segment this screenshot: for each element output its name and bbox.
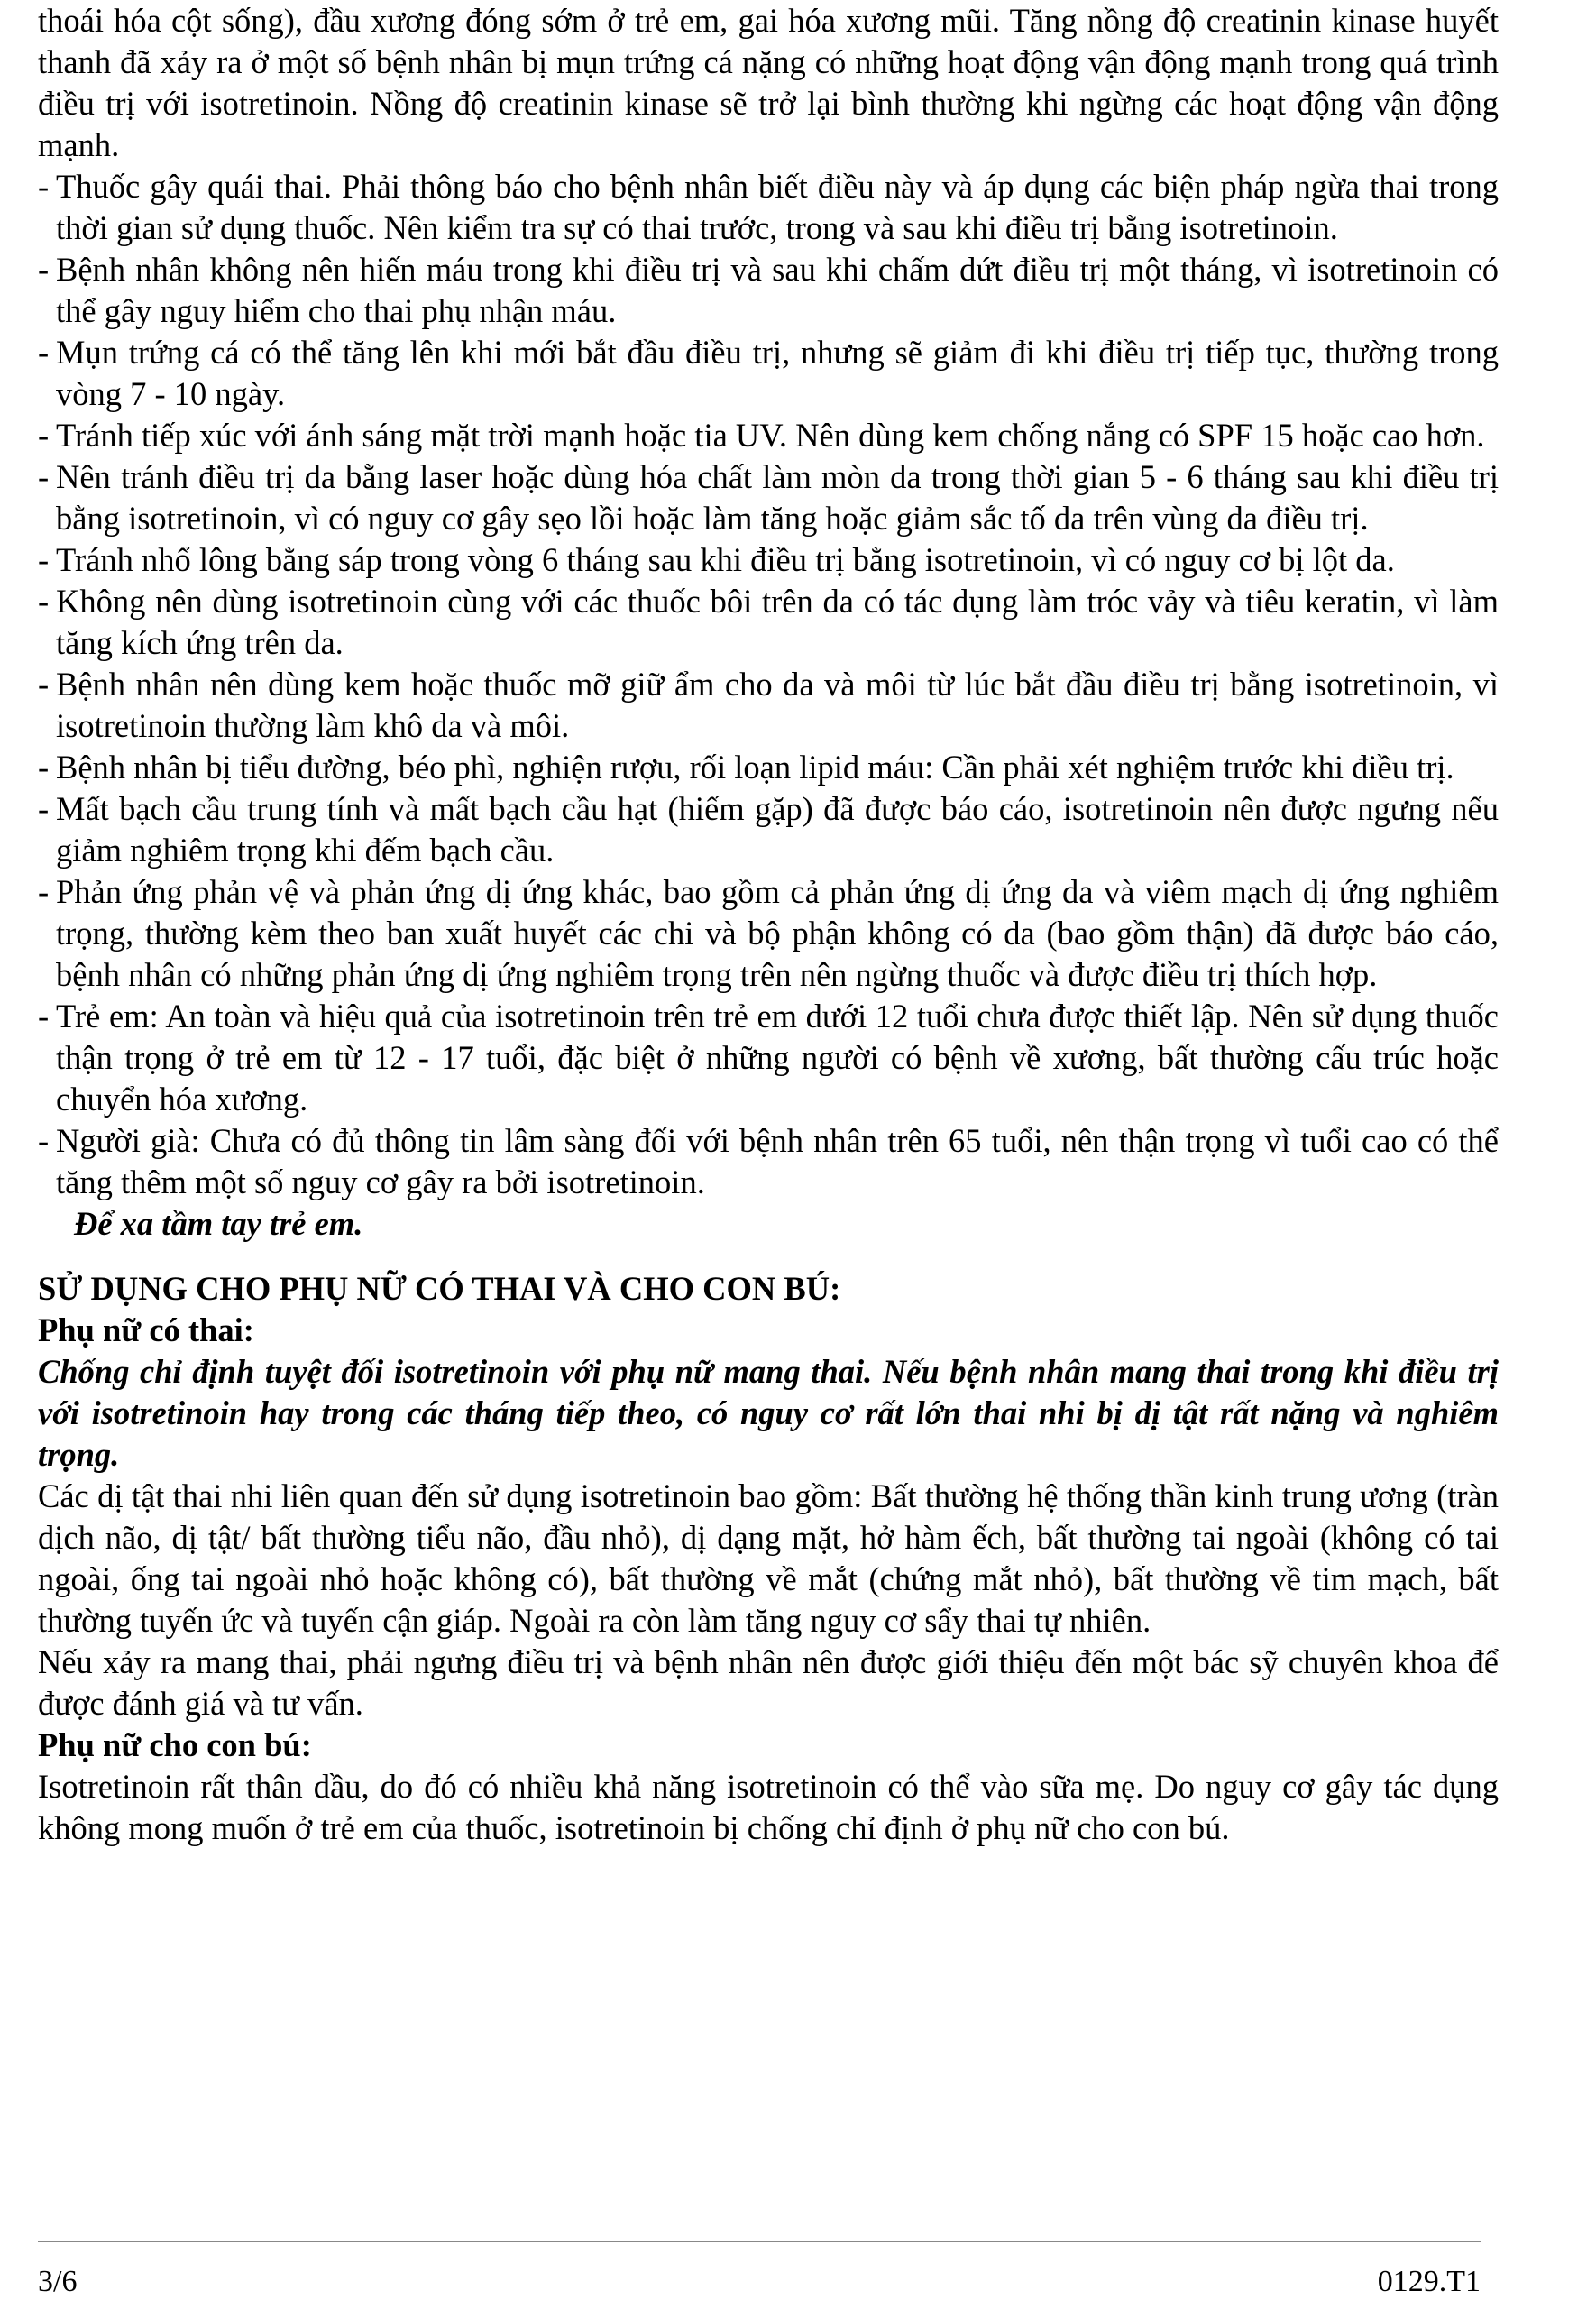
document-page xyxy=(38,0,1499,1849)
if-pregnant-paragraph: Nếu xảy ra mang thai, phải ngưng điều trị và bệnh nhân nên được giới thiệu đến một bác sỹ chuyên khoa để được đánh giá và tư vấn. xyxy=(38,1643,1499,1722)
list-item xyxy=(38,996,1499,1120)
list-item-text: Phản ứng phản vệ và phản ứng dị ứng khác, bao gồm cả phản ứng dị ứng da và viêm mạch dị ứng nghiêm trọng, thường kèm theo ban xuất huyết các chi và bộ phận không có da (bao gồm thận) đã được báo cáo, bệnh nhân có những phản ứng dị ứng nghiêm trọng trên nên ngừng thuốc và được điều trị thích hợp. xyxy=(56,873,1499,993)
bullet-dash: - xyxy=(38,666,50,703)
pregnancy-section-title: SỬ DỤNG CHO PHỤ NỮ CÓ THAI VÀ CHO CON BÚ: xyxy=(38,1270,841,1307)
list-item xyxy=(38,249,1499,332)
document-code: 0129.T1 xyxy=(1377,2265,1481,2298)
bullet-dash: - xyxy=(38,749,50,786)
fetal-defects-paragraph: Các dị tật thai nhi liên quan đến sử dụng isotretinoin bao gồm: Bất thường hệ thống thần kinh trung ương (tràn dịch não, dị tật/ bất thường tiểu não, đầu nhỏ), dị dạng mặt, hở hàm ếch, bất thường tai ngoài (không có tai ngoài, ống tai ngoài nhỏ hoặc không có), bất thường về mắt (chứng mắt nhỏ), bất thường về tim mạch, bất thường tuyến ức và tuyến cận giáp. Ngoài ra còn làm tăng nguy cơ sẩy thai tự nhiên. xyxy=(38,1477,1499,1639)
page-footer xyxy=(38,2264,1481,2300)
list-item xyxy=(38,871,1499,996)
pregnant-warning: Chống chỉ định tuyệt đối isotretinoin với phụ nữ mang thai. Nếu bệnh nhân mang thai trong khi điều trị với isotretinoin hay trong các tháng tiếp theo, có nguy cơ rất lớn thai nhi bị dị tật rất nặng và nghiêm trọng. xyxy=(38,1353,1499,1473)
list-item-text: Bệnh nhân không nên hiến máu trong khi điều trị và sau khi chấm dứt điều trị một tháng, vì isotretinoin có thể gây nguy hiểm cho thai phụ nhận máu. xyxy=(56,251,1499,329)
list-item-text: Trẻ em: An toàn và hiệu quả của isotretinoin trên trẻ em dưới 12 tuổi chưa được thiết lập. Nên sử dụng thuốc thận trọng ở trẻ em từ 12 - 17 tuổi, đặc biệt ở những người có bệnh về xương, bất thường cấu trúc hoặc chuyển hóa xương. xyxy=(56,998,1499,1118)
bullet-dash: - xyxy=(38,790,50,827)
spacer xyxy=(38,1245,1499,1268)
list-item xyxy=(38,747,1499,788)
breastfeeding-heading: Phụ nữ cho con bú: xyxy=(38,1726,312,1763)
list-item xyxy=(38,166,1499,249)
bullet-dash: - xyxy=(38,873,50,910)
child-warning: Để xa tầm tay trẻ em. xyxy=(74,1205,363,1242)
bullet-dash: - xyxy=(38,541,50,578)
bullet-dash: - xyxy=(38,998,50,1035)
bullet-dash: - xyxy=(38,417,50,454)
list-item-text: Tránh nhổ lông bằng sáp trong vòng 6 tháng sau khi điều trị bằng isotretinoin, vì có nguy cơ bị lột da. xyxy=(56,541,1395,578)
list-item-text: Mất bạch cầu trung tính và mất bạch cầu hạt (hiếm gặp) đã được báo cáo, isotretinoin nên được ngưng nếu giảm nghiêm trọng khi đếm bạch cầu. xyxy=(56,790,1499,869)
list-item xyxy=(38,539,1499,581)
pregnant-heading: Phụ nữ có thai: xyxy=(38,1311,254,1348)
list-item xyxy=(38,664,1499,747)
footer-divider xyxy=(38,2241,1481,2242)
list-item xyxy=(38,788,1499,871)
page-number: 3/6 xyxy=(38,2265,78,2298)
list-item-text: Tránh tiếp xúc với ánh sáng mặt trời mạnh hoặc tia UV. Nên dùng kem chống nắng có SPF 15 hoặc cao hơn. xyxy=(56,417,1485,454)
list-item xyxy=(38,415,1499,456)
list-item-text: Thuốc gây quái thai. Phải thông báo cho bệnh nhân biết điều này và áp dụng các biện pháp ngừa thai trong thời gian sử dụng thuốc. Nên kiểm tra sự có thai trước, trong và sau khi điều trị bằng isotretinoin. xyxy=(56,168,1499,246)
precautions-list xyxy=(38,166,1499,1203)
bullet-dash: - xyxy=(38,251,50,288)
bullet-dash: - xyxy=(38,168,50,205)
breastfeeding-paragraph: Isotretinoin rất thân dầu, do đó có nhiều khả năng isotretinoin có thể vào sữa mẹ. Do nguy cơ gây tác dụng không mong muốn ở trẻ em của thuốc, isotretinoin bị chống chỉ định ở phụ nữ cho con bú. xyxy=(38,1768,1499,1846)
list-item-text: Mụn trứng cá có thể tăng lên khi mới bắt đầu điều trị, nhưng sẽ giảm đi khi điều trị tiếp tục, thường trong vòng 7 - 10 ngày. xyxy=(56,334,1499,412)
list-item-text: Người già: Chưa có đủ thông tin lâm sàng đối với bệnh nhân trên 65 tuổi, nên thận trọng vì tuổi cao có thể tăng thêm một số nguy cơ gây ra bởi isotretinoin. xyxy=(56,1122,1499,1200)
list-item xyxy=(38,332,1499,415)
bullet-dash: - xyxy=(38,1122,50,1159)
list-item-text: Bệnh nhân nên dùng kem hoặc thuốc mỡ giữ ẩm cho da và môi từ lúc bắt đầu điều trị bằng isotretinoin, vì isotretinoin thường làm khô da và môi. xyxy=(56,666,1499,744)
list-item-text: Không nên dùng isotretinoin cùng với các thuốc bôi trên da có tác dụng làm tróc vảy và tiêu keratin, vì làm tăng kích ứng trên da. xyxy=(56,583,1499,661)
list-item xyxy=(38,456,1499,539)
list-item xyxy=(38,1120,1499,1203)
intro-paragraph: thoái hóa cột sống), đầu xương đóng sớm ở trẻ em, gai hóa xương mũi. Tăng nồng độ creatinin kinase huyết thanh đã xảy ra ở một số bệnh nhân bị mụn trứng cá nặng có những hoạt động vận động mạnh trong quá trình điều trị với isotretinoin. Nồng độ creatinin kinase sẽ trở lại bình thường khi ngừng các hoạt động vận động mạnh. xyxy=(38,2,1499,163)
list-item-text: Bệnh nhân bị tiểu đường, béo phì, nghiện rượu, rối loạn lipid máu: Cần phải xét nghiệm trước khi điều trị. xyxy=(56,749,1454,786)
list-item xyxy=(38,581,1499,664)
bullet-dash: - xyxy=(38,334,50,371)
list-item-text: Nên tránh điều trị da bằng laser hoặc dùng hóa chất làm mòn da trong thời gian 5 - 6 tháng sau khi điều trị bằng isotretinoin, vì có nguy cơ gây sẹo lồi hoặc làm tăng hoặc giảm sắc tố da trên vùng da điều trị. xyxy=(56,458,1499,537)
bullet-dash: - xyxy=(38,458,50,495)
bullet-dash: - xyxy=(38,583,50,620)
